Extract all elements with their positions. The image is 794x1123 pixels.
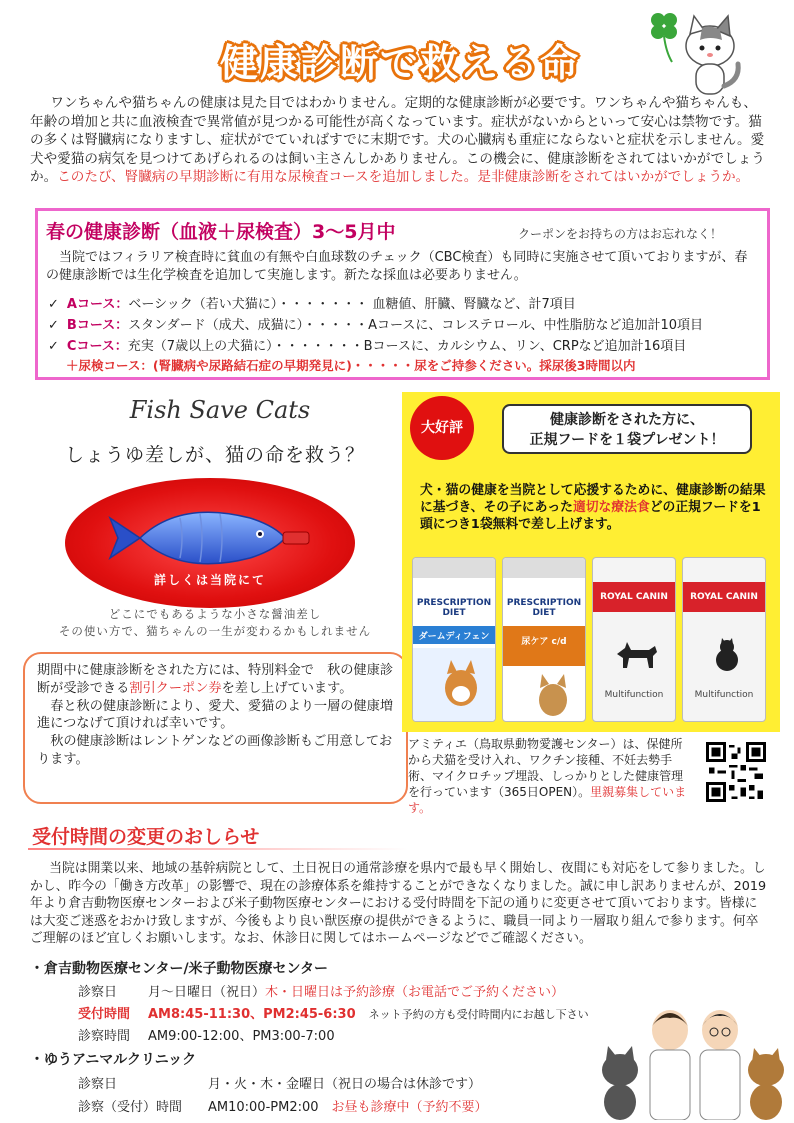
fish-subtitle: しょうゆ差しが、猫の命を救う？ <box>64 444 365 466</box>
course-a <box>48 293 576 312</box>
clinic-yu-animal: ・ゆうアニマルクリニック <box>30 1052 197 1068</box>
cat-silhouette-icon <box>709 638 745 672</box>
clinic1-days-row <box>78 981 564 1000</box>
hours-value: AM9:00-12:00、PM3:00-7:00 <box>148 1029 335 1044</box>
days-label: 診察日 <box>78 1077 118 1092</box>
course-name: Aコース： <box>66 297 129 312</box>
bag-label: ダームディフェン <box>418 632 490 642</box>
course-desc: ベーシック（若い犬猫に）・・・・・・・ 血糖値、肝臓、腎臓など、計7項目 <box>128 297 576 312</box>
spring-description: 当院ではフィラリア検査時に貧血の有無や白血球数のチェック（CBC検査）も同時に実施させて頂いておりますが、春の健康診断では生化学検査を追加して実施します。新たな採血は必要ありません。 <box>46 250 748 283</box>
reception-label: 受付時間 <box>78 1007 131 1022</box>
bag-label: Multifunction <box>694 690 754 700</box>
lunch-open-note: お昼も診療中（予約不要） <box>331 1100 488 1115</box>
check-icon: ✓ <box>48 339 59 354</box>
online-reservation-note: ネット予約の方も受付時間内にお越し下さい <box>368 1008 589 1021</box>
title-underline <box>28 848 408 850</box>
reservation-note: 木・日曜日は予約診療（お電話でご予約ください） <box>265 985 565 1000</box>
fish-save-cats-title: Fish Save Cats <box>129 396 311 424</box>
intro-paragraph <box>30 94 765 187</box>
course-b <box>48 314 703 333</box>
days-label: 診察日 <box>78 985 118 1000</box>
course-c <box>48 335 686 354</box>
urine-course: ＋尿検コース：(腎臓病や尿路結石症の早期発見に)・・・・・尿をご持参ください。採尿後3時間以内 <box>66 358 636 373</box>
promo-text-highlight: 適切な療法食 <box>572 500 650 515</box>
coupon-paragraph-1 <box>37 662 394 698</box>
course-name: Bコース： <box>66 318 129 333</box>
promo-text-a: 犬・猫の健康を当院として応援するために、健康診断の結果に基づき、その子にあった <box>420 483 766 515</box>
intro-highlight: このたび、腎臓病の早期診断に有用な尿検査コースを追加しました。是非健康診断をされてはいかがでしょうか。 <box>57 169 750 186</box>
course-desc: スタンダード（成犬、成猫に）・・・・・Aコースに、コレステロール、中性脂肪など追加計10項目 <box>128 318 703 333</box>
bag-brand: ROYAL CANIN <box>690 592 758 602</box>
bag-label: 尿ケア c/d <box>521 637 567 647</box>
hours-value: AM10:00-PM2:00 <box>208 1100 319 1115</box>
food-present-promo <box>402 392 780 732</box>
course-desc: 充実（7歳以上の犬猫に）・・・・・・・Bコースに、カルシウム、リン、CRPなど追加計16項目 <box>127 339 687 354</box>
check-icon: ✓ <box>48 297 59 312</box>
reception-time: AM8:45-11:30、PM2:45-6:30 <box>148 1007 356 1022</box>
promo-headline-2: 正規フードを１袋プレゼント！ <box>529 432 725 448</box>
days-value: 月～日曜日（祝日） <box>148 985 266 1000</box>
days-value: 月・火・木・金曜日（祝日の場合は休診です） <box>208 1077 482 1092</box>
coupon-reminder: クーポンをお持ちの方はお忘れなく！ <box>518 227 723 241</box>
reception-notice-text: 当院は開業以来、地域の基幹病院として、土日祝日の通常診療を県内で最も早く開始し、夜間にも対応をして参りました。しかし、昨今の「働き方改革」の影響で、現在の診療体系を維持することができなくなりました。誠に申し訳ありませんが、2019年より倉吉動物医療センターおよび米子動物医療センターにおける受付時間を下記の通りに変更させて頂いております。皆様には大変ご迷惑をおかけ致しますが、今後もより良い獣医療の提供ができるように、職員一同より一層取り組んで参ります。何卒ご理解のほど宜しくお願いします。なお、休診日に関してはホームページなどでご確認ください。 <box>30 861 767 946</box>
food-bag-royal-canin-dog <box>592 557 676 722</box>
promo-headline-1: 健康診断をされた方に、 <box>550 412 704 428</box>
check-icon: ✓ <box>48 318 59 333</box>
coupon-paragraph-2: 春と秋の健康診断により、愛犬、愛猫のより一層の健康増進につなげて頂ければ幸いです。 <box>37 698 394 732</box>
clinic2-hours-row <box>78 1096 488 1115</box>
food-bag-dermdefense <box>412 557 496 722</box>
clinic2-days-row <box>78 1073 481 1092</box>
food-bag-royal-canin-cat <box>682 557 766 722</box>
qr-code-icon[interactable] <box>706 742 766 802</box>
discount-coupon-highlight: 割引クーポン券 <box>129 680 222 696</box>
amitie-text: アミティエ（鳥取県動物愛護センター）は、保健所から犬猫を受け入れ、ワクチン接種、不妊去勢手術、マイクロチップ埋設、しっかりとした健康管理を行っています（365日OPEN）。 <box>408 737 684 799</box>
coupon-info-box <box>23 652 408 804</box>
cat-mascot-illustration <box>640 6 750 106</box>
course-name: Cコース： <box>66 339 128 354</box>
food-bag-urinary <box>502 557 586 722</box>
clinic1-hours-row <box>78 1025 335 1044</box>
amitie-info <box>408 736 693 816</box>
intro-text: ワンちゃんや猫ちゃんの健康は見た目ではわかりません。定期的な健康診断が必要です。ワンちゃんや猫ちゃんも、年齢の増加と共に血液検査で異常値が見つかる可能性が高くなっています。症状がないからといって安心は禁物です。猫の多くは腎臓病になりますし、症状がでていればすでに末期です。犬の心臓病も重症にならないと症状を示しません。愛犬や愛猫の病気を見つけてあげられるのは飼い主さんしかありません。この機会に、健康診断をされてはいかがでしょうか。 <box>30 95 765 186</box>
fish-details-label: 詳しくは当院にて <box>153 573 266 587</box>
bag-brand: PRESCRIPTION DIET <box>416 598 492 618</box>
coupon-text: 期間中に健康診断をされた方には、特別料金で 秋の健康診断が受診できる <box>37 663 394 696</box>
page-title: 健康診断で救える命 <box>219 41 580 85</box>
promo-text-b: どの正規フードを1頭につき1袋無料で差し上げます。 <box>420 500 761 532</box>
dog-silhouette-icon <box>613 640 661 670</box>
veterinarians-illustration <box>590 990 790 1120</box>
shiba-dog-icon <box>441 658 481 708</box>
fish-caption-2: その使い方で、猫ちゃんの一生が変わるかもしれません <box>58 624 372 638</box>
hours-label: 診察時間 <box>78 1029 131 1044</box>
bag-label: Multifunction <box>604 690 664 700</box>
cat-icon <box>533 670 573 720</box>
bag-brand: ROYAL CANIN <box>600 592 668 602</box>
fish-caption-1: どこにでもあるような小さな醤油差し <box>108 607 322 621</box>
clinic1-reception-row <box>78 1003 589 1022</box>
popular-badge: 大好評 <box>410 396 474 460</box>
spring-checkup-box <box>35 208 770 380</box>
hours-label: 診察（受付）時間 <box>78 1100 183 1115</box>
clinic-kurayoshi-yonago: ・倉吉動物医療センター/米子動物医療センター <box>30 961 328 977</box>
foster-recruit-text: 里親募集しています。 <box>408 785 687 815</box>
promo-headline <box>502 404 752 454</box>
bag-brand: PRESCRIPTION DIET <box>506 598 582 618</box>
coupon-paragraph-3: 秋の健康診断はレントゲンなどの画像診断もご用意しております。 <box>37 734 393 767</box>
spring-title: 春の健康診断（血液＋尿検査）3～5月中 <box>46 221 396 243</box>
reception-change-title: 受付時間の変更のおしらせ <box>32 826 260 848</box>
coupon-text: を差し上げています。 <box>221 680 353 696</box>
promo-text <box>420 482 770 533</box>
